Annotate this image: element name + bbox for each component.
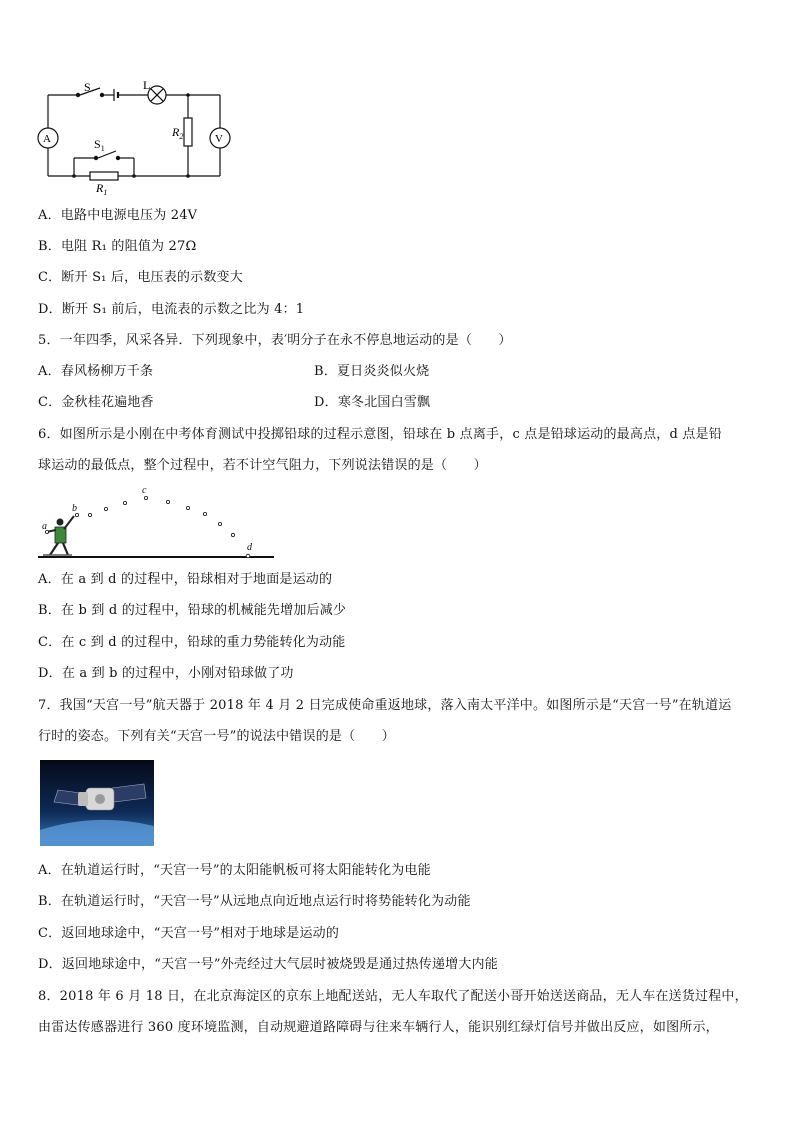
point-d-label: d <box>247 542 252 553</box>
point-c-label: c <box>142 485 147 496</box>
q5-option-b: B．夏日炎炎似火烧 <box>314 364 430 379</box>
svg-text:R1 <box>95 181 107 197</box>
shot-put-figure <box>38 482 278 562</box>
svg-text:R2 <box>171 125 183 141</box>
r2-label: R <box>172 125 180 139</box>
q5-option-d: D．寒冬北国白雪飘 <box>314 395 431 410</box>
ammeter-label: A <box>43 133 51 145</box>
s1-label: S <box>94 137 101 151</box>
q5-option-a: A．春风杨柳万千条 <box>38 364 154 379</box>
q6-option-a: A．在 a 到 d 的过程中，铅球相对于地面是运动的 <box>38 572 333 587</box>
switch-s-label: S <box>84 80 91 94</box>
lamp-l-label: L <box>143 78 151 92</box>
q4-option-d: D．断开 S₁ 前后，电流表的示数之比为 4：1 <box>38 302 305 317</box>
r2-subscript: 2 <box>179 132 184 141</box>
q7-option-b: B．在轨道运行时，“天宫一号”从远地点向近地点运行时将势能转化为动能 <box>38 894 471 909</box>
q6-stem-line2: 球运动的最低点，整个过程中，若不计空气阻力，下列说法错误的是（ ） <box>38 458 487 473</box>
s1-subscript: 1 <box>100 144 105 153</box>
point-b-label: b <box>72 503 77 514</box>
q7-stem-line2: 行时的姿态。下列有关“天宫一号”的说法中错误的是（ ） <box>38 729 395 744</box>
r1-subscript: 1 <box>103 188 108 197</box>
q5-stem: 5．一年四季，风采各异．下列现象中，表′明分子在永不停息地运动的是（ ） <box>38 333 512 348</box>
tiangong-photo <box>40 760 154 846</box>
q7-option-c: C．返回地球途中，“天宫一号”相对于地球是运动的 <box>38 926 340 941</box>
point-a-label: a <box>42 521 47 532</box>
svg-text:S1 <box>94 137 105 153</box>
q6-stem-line1: 6．如图所示是小刚在中考体育测试中投掷铅球的过程示意图，铅球在 b 点离手，c 点是铅球运动的最高点，d 点是铅 <box>38 427 722 442</box>
q4-option-a: A．电路中电源电压为 24V <box>38 208 198 223</box>
q6-option-c: C．在 c 到 d 的过程中，铅球的重力势能转化为动能 <box>38 635 346 650</box>
voltmeter-label: V <box>215 133 223 145</box>
q6-option-b: B．在 b 到 d 的过程中，铅球的机械能先增加后减少 <box>38 603 347 618</box>
q7-stem-line1: 7．我国“天宫一号”航天器于 2018 年 4 月 2 日完成使命重返地球，落入南太平洋中。如图所示是“天宫一号”在轨道运 <box>38 698 732 713</box>
thrower-figure <box>43 516 74 555</box>
circuit-diagram <box>30 78 250 197</box>
q7-option-a: A．在轨道运行时，“天宫一号”的太阳能帆板可将太阳能转化为电能 <box>38 863 431 878</box>
q5-option-c: C．金秋桂花遍地香 <box>38 395 154 410</box>
q8-stem-line1: 8．2018 年 6 月 18 日，在北京海淀区的京东上地配送站，无人车取代了配送小哥开始送送商品，无人车在送货过程中， <box>38 989 748 1004</box>
q4-option-b: B．电阻 R₁ 的阻值为 27Ω <box>38 239 197 254</box>
r1-label: R <box>96 181 104 195</box>
q6-option-d: D．在 a 到 b 的过程中，小刚对铅球做了功 <box>38 666 294 681</box>
q7-option-d: D．返回地球途中，“天宫一号”外壳经过大气层时被烧毁是通过热传递增大内能 <box>38 957 498 972</box>
q8-stem-line2: 由雷达传感器进行 360 度环境监测，自动规避道路障碍与往来车辆行人，能识别红绿灯信号并做出反应，如图所示， <box>38 1020 719 1035</box>
q4-option-c: C．断开 S₁ 后，电压表的示数变大 <box>38 270 243 285</box>
